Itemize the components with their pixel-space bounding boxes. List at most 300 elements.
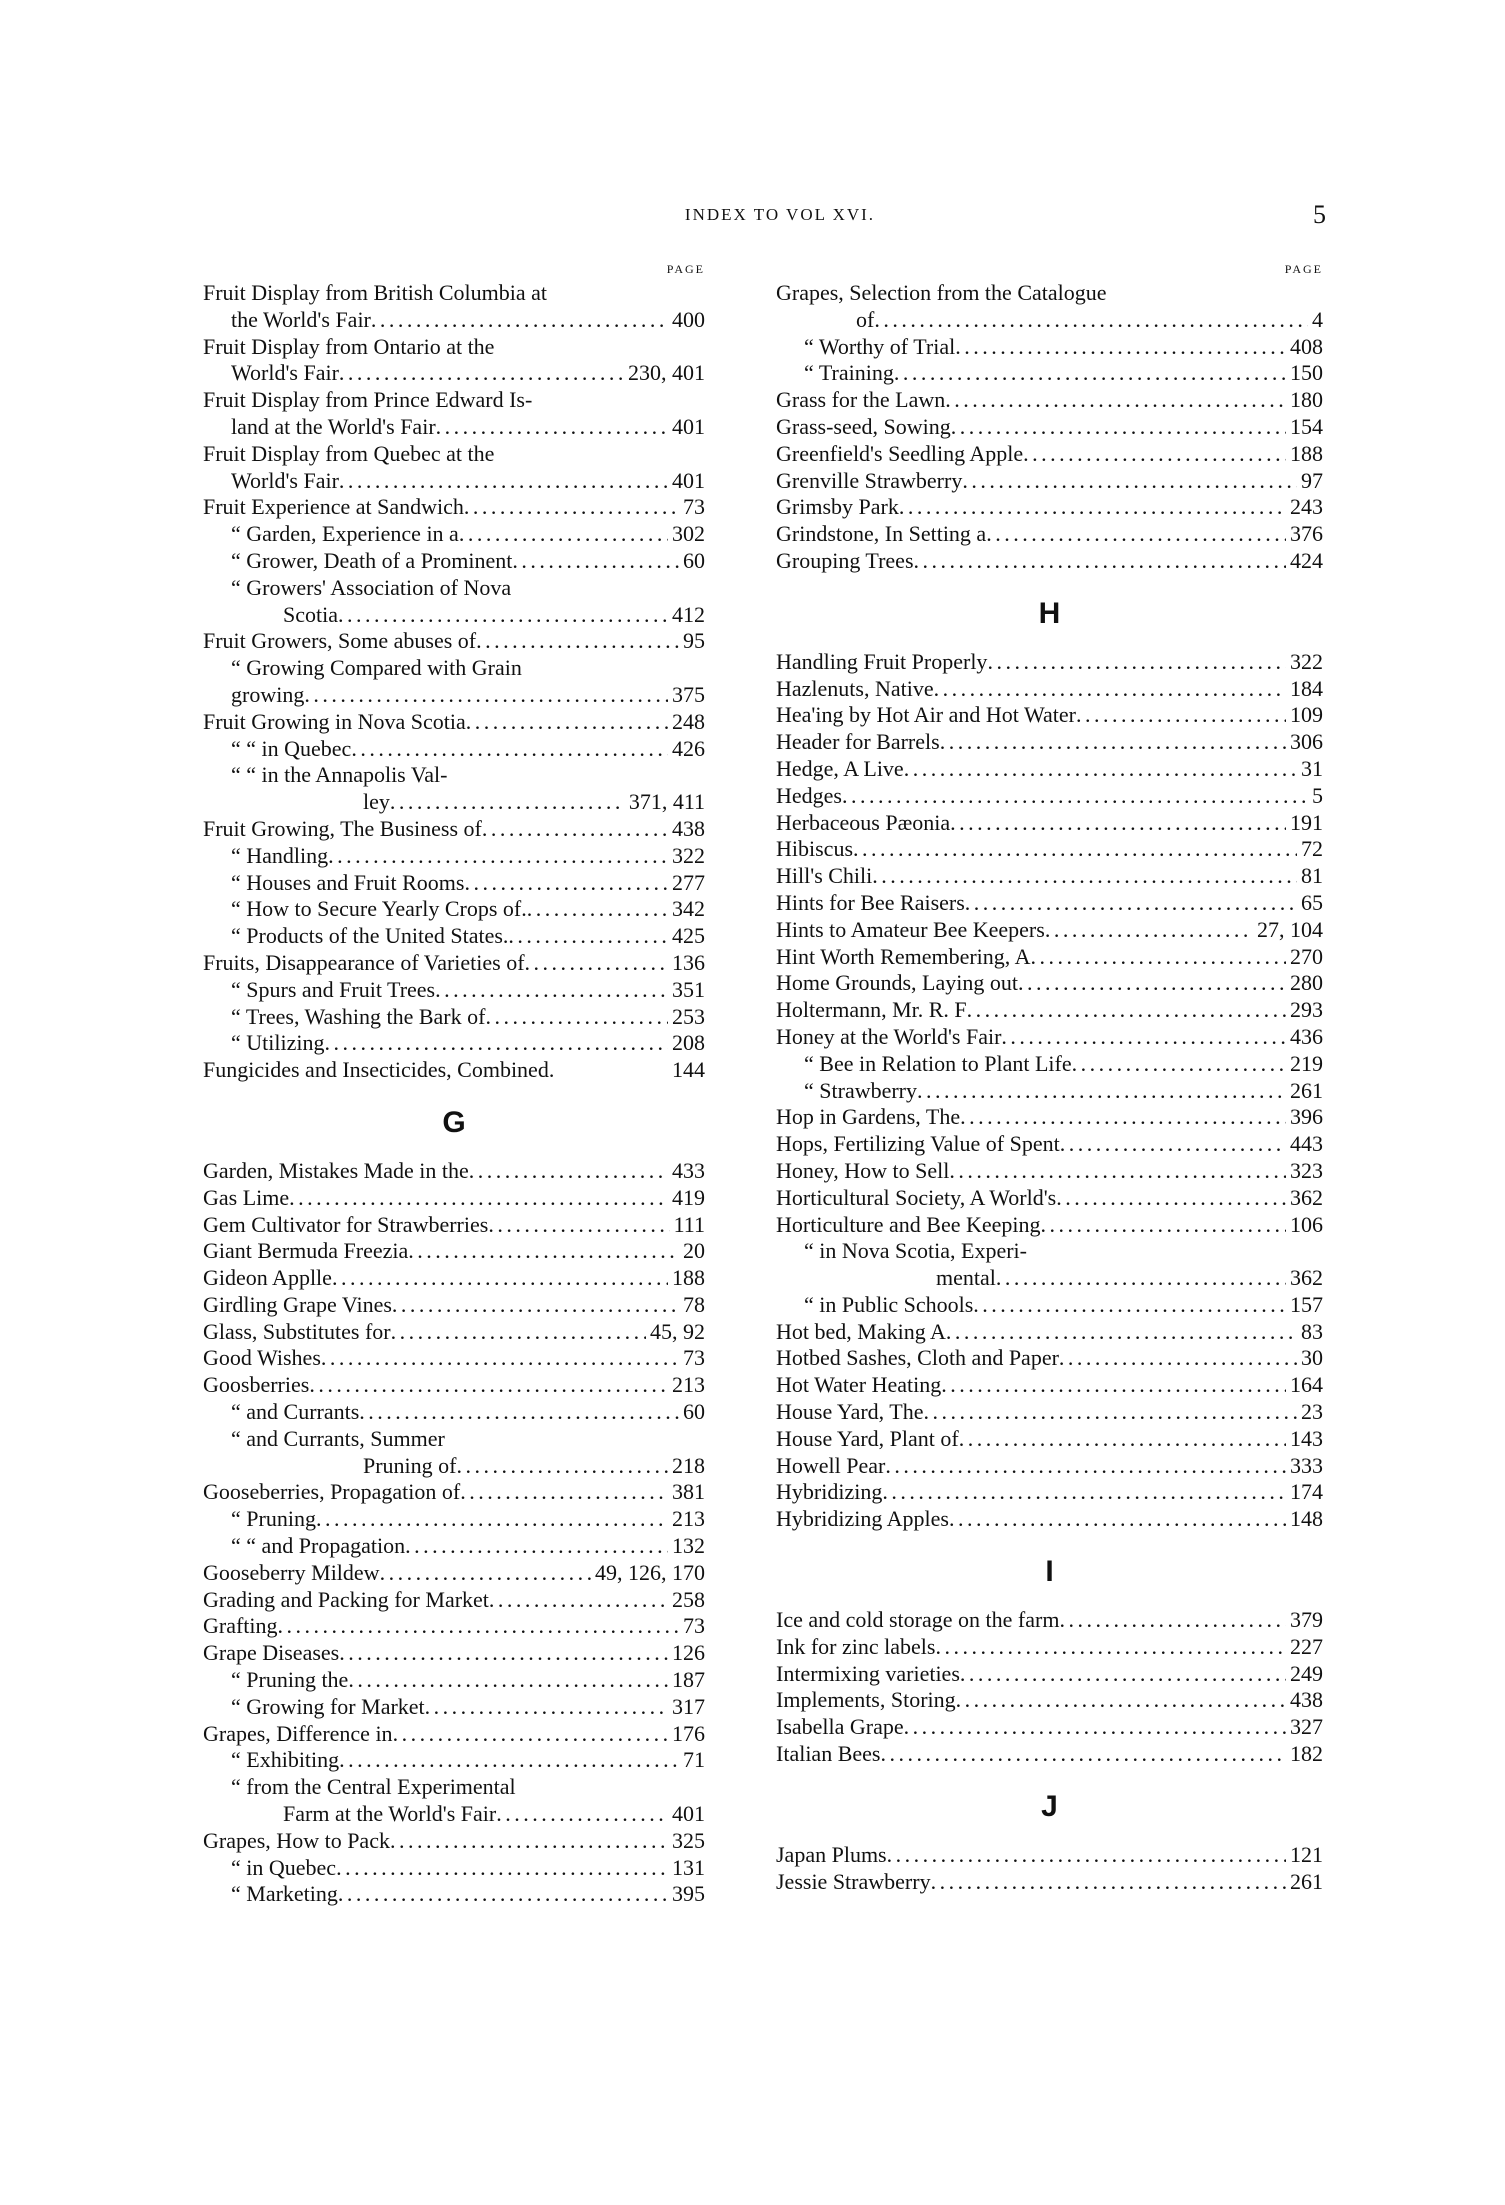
entry-page-number: 376 [1290,521,1323,547]
index-entry [203,1881,705,1908]
dot-leader [950,810,1286,837]
entry-page-number: 395 [672,1881,705,1907]
index-entry [203,1453,705,1480]
entry-text: Fruit Display from Prince Edward Is- [203,387,533,413]
dot-leader [390,789,625,816]
index-entry [776,810,1323,837]
entry-text: land at the World's Fair [231,413,436,439]
index-entry [776,1265,1323,1292]
dot-leader [328,843,668,870]
entry-text: “ in Quebec [231,1854,337,1880]
entry-page-number: 227 [1290,1633,1323,1659]
entry-text: Goosberries [203,1372,310,1398]
dot-leader [336,1855,668,1882]
entry-text: “ in Public Schools [804,1291,974,1317]
index-entry [203,1694,705,1721]
index-entry [203,655,705,682]
dot-leader [914,548,1286,575]
entry-page-number: 401 [672,467,705,493]
entry-text: “ Growers' Association of Nova [231,574,512,600]
index-entry [203,843,705,870]
right-column [776,262,1323,1895]
entry-page-number: 258 [672,1586,705,1612]
entry-text: Giant Bermuda Freezia [203,1238,409,1264]
entry-page-number: 154 [1290,413,1323,439]
entry-text: Ice and cold storage on the farm [776,1607,1060,1633]
dot-leader [842,783,1308,810]
index-entry [203,1372,705,1399]
dot-leader [874,307,1308,334]
entry-text: Hot Water Heating [776,1372,942,1398]
index-entry [203,494,705,521]
entry-page-number: 443 [1290,1131,1323,1157]
section-letter: J [1041,1789,1058,1823]
section-letter: I [1045,1555,1054,1589]
index-entry [203,1587,705,1614]
index-entry [203,1506,705,1533]
entry-page-number: 132 [672,1533,705,1559]
index-entry [776,360,1323,387]
entry-page-number: 131 [672,1854,705,1880]
index-entry [776,280,1323,307]
entry-text: Hedge, A Live [776,755,904,781]
index-entry [776,1104,1323,1131]
entry-text: Herbaceous Pæonia [776,809,951,835]
index-entry [776,521,1323,548]
index-entry [776,1372,1323,1399]
dot-leader [391,1319,646,1346]
dot-leader [967,997,1286,1024]
index-entry [776,1345,1323,1372]
entry-text: Hotbed Sashes, Cloth and Paper [776,1345,1059,1371]
index-entry [203,816,705,843]
dot-leader [949,1506,1286,1533]
index-entry [776,1158,1323,1185]
entry-text: “ Spurs and Fruit Trees [231,976,436,1002]
dot-leader [1045,917,1253,944]
dot-leader [1060,1131,1286,1158]
left-index-entries [203,280,705,1908]
dot-leader [380,1560,591,1587]
dot-leader [464,494,679,521]
entry-page-number: 23 [1301,1399,1323,1425]
entry-page-number: 379 [1290,1607,1323,1633]
entry-text: Header for Barrels [776,729,940,755]
entry-page-number: 425 [672,923,705,949]
entry-text: Gooseberries, Propagation of [203,1479,461,1505]
dot-leader [435,977,668,1004]
entry-page-number: 5 [1312,782,1323,808]
entry-text: Fruit Growing in Nova Scotia [203,708,466,734]
entry-text: House Yard, The [776,1399,924,1425]
entry-page-number: 333 [1290,1452,1323,1478]
entry-text: Fruit Growers, Some abuses of [203,628,477,654]
entry-text: Grading and Packing for Market [203,1586,489,1612]
entry-page-number: 293 [1290,997,1323,1023]
entry-text: “ Garden, Experience in a [231,521,459,547]
index-entry [776,1687,1323,1714]
entry-page-number: 97 [1301,467,1323,493]
entry-text: Horticultural Society, A World's [776,1184,1057,1210]
entry-text: growing [231,681,305,707]
entry-page-number: 73 [683,1613,705,1639]
entry-page-number: 322 [672,842,705,868]
dot-leader [527,896,668,923]
dot-leader [408,1238,679,1265]
entry-page-number: 322 [1290,648,1323,674]
entry-page-number: 188 [1290,440,1323,466]
dot-leader [338,1881,668,1908]
index-entry [776,1453,1323,1480]
entry-text: World's Fair [231,467,339,493]
entry-page-number: 408 [1290,333,1323,359]
entry-page-number: 327 [1290,1714,1323,1740]
page-number: 5 [1313,200,1326,229]
index-entry [776,334,1323,361]
dot-leader [1023,441,1286,468]
entry-text: Hill's Chili [776,863,873,889]
index-entry [203,307,705,334]
entry-page-number: 424 [1290,547,1323,573]
dot-leader [887,1842,1286,1869]
entry-page-number: 4 [1312,306,1323,332]
index-entry [776,1051,1323,1078]
running-header: INDEX TO VOL XVI. [684,205,876,224]
index-entry [776,1842,1323,1869]
entry-page-number: 111 [673,1211,705,1237]
index-entry [776,917,1323,944]
index-entry [776,441,1323,468]
entry-text: Grass for the Lawn [776,387,946,413]
index-entry [776,890,1323,917]
dot-leader [525,950,668,977]
dot-leader [934,676,1286,703]
entry-page-number: 184 [1290,675,1323,701]
entry-text: Ink for zinc labels [776,1633,936,1659]
index-entry [776,783,1323,810]
index-entry [776,970,1323,997]
entry-text: Grindstone, In Setting a [776,521,987,547]
dot-leader [324,1030,668,1057]
index-entry [203,1774,705,1801]
index-entry [776,1292,1323,1319]
index-entry [776,1506,1323,1533]
entry-text: Farm at the World's Fair [283,1801,497,1827]
dot-leader [348,1667,668,1694]
index-entry [203,1292,705,1319]
entry-text: Hot bed, Making A [776,1318,946,1344]
entry-text: Fruit Experience at Sandwich [203,494,464,520]
dot-leader [460,1479,668,1506]
dot-leader [931,1869,1286,1896]
dot-leader [425,1694,668,1721]
dot-leader [508,923,668,950]
entry-text: Jessie Strawberry [776,1868,931,1894]
index-entry [776,1426,1323,1453]
entry-page-number: 362 [1290,1265,1323,1291]
entry-page-number: 261 [1290,1868,1323,1894]
entry-text: “ Strawberry [804,1077,918,1103]
entry-text: Glass, Substitutes for [203,1318,391,1344]
entry-page-number: 317 [672,1693,705,1719]
index-entry [776,548,1323,575]
entry-page-number: 243 [1290,494,1323,520]
index-entry [203,360,705,387]
index-entry [203,602,705,629]
entry-page-number: 83 [1301,1318,1323,1344]
entry-page-number: 150 [1290,360,1323,386]
index-entry [203,1265,705,1292]
entry-text: Grenville Strawberry [776,467,963,493]
dot-leader [986,521,1286,548]
entry-page-number: 176 [672,1720,705,1746]
dot-leader [945,387,1286,414]
dot-leader [338,602,668,629]
entry-page-number: 164 [1290,1372,1323,1398]
entry-page-number: 401 [672,1801,705,1827]
index-entry [203,575,705,602]
entry-page-number: 401 [672,413,705,439]
index-entry [776,1399,1323,1426]
entry-page-number: 426 [672,735,705,761]
index-entry [203,789,705,816]
entry-text: Grapes, Selection from the Catalogue [776,280,1107,305]
dot-leader [512,548,679,575]
entry-page-number: 71 [683,1747,705,1773]
index-entry [203,1185,705,1212]
dot-leader [466,709,668,736]
entry-page-number: 45, 92 [650,1318,705,1344]
dot-leader [488,1212,669,1239]
index-entry [776,863,1323,890]
entry-text: “ Houses and Fruit Rooms [231,869,465,895]
entry-text: Scotia [283,601,338,627]
dot-leader [405,1533,668,1560]
dot-leader [885,1453,1286,1480]
dot-leader [899,494,1286,521]
index-entry [776,1607,1323,1634]
dot-leader [392,1292,679,1319]
dot-leader [941,1372,1286,1399]
dot-leader [955,334,1286,361]
dot-leader [436,414,668,441]
entry-text: Holtermann, Mr. R. F [776,997,967,1023]
dot-leader [1059,1607,1286,1634]
entry-text: Gideon Applle [203,1265,332,1291]
entry-text: “ Growing for Market [231,1693,425,1719]
entry-text: Hop in Gardens, The [776,1104,961,1130]
dot-leader [951,414,1286,441]
dot-leader [459,521,668,548]
dot-leader [321,1345,679,1372]
entry-text: “ “ and Propagation [231,1533,406,1559]
index-entry [776,1869,1323,1896]
dot-leader [457,1453,669,1480]
entry-page-number: 157 [1290,1291,1323,1317]
entry-page-number: 30 [1301,1345,1323,1371]
dot-leader [904,1714,1286,1741]
entry-page-number: 188 [672,1265,705,1291]
index-entry [776,702,1323,729]
page-column-heading: PAGE [1284,262,1323,276]
index-entry [776,1212,1323,1239]
index-entry [203,682,705,709]
dot-leader [476,628,679,655]
entry-text: Isabella Grape [776,1714,904,1740]
entry-text: “ Trees, Washing the Bark of [231,1003,486,1029]
entry-page-number: 375 [672,681,705,707]
index-entry [203,1319,705,1346]
index-entry [203,1640,705,1667]
entry-text: “ in Nova Scotia, Experi- [804,1238,1027,1264]
entry-page-number: 72 [1301,836,1323,862]
dot-leader [332,1265,668,1292]
entry-page-number: 191 [1290,809,1323,835]
index-entry [776,1741,1323,1768]
dot-leader [935,1634,1286,1661]
dot-leader [393,1721,668,1748]
entry-text: the World's Fair [231,306,371,332]
entry-text: Grape Diseases [203,1640,340,1666]
entry-text: Grapes, How to Pack [203,1827,390,1853]
index-entry [203,1004,705,1031]
entry-text: Fungicides and Insecticides, Combined. [203,1057,555,1083]
index-entry [203,1345,705,1372]
entry-text: Hybridizing Apples [776,1506,949,1532]
dot-leader [917,1078,1286,1105]
index-entry [203,1030,705,1057]
dot-leader [1056,1185,1286,1212]
entry-text: Hea'ing by Hot Air and Hot Water [776,702,1076,728]
entry-page-number: 121 [1290,1841,1323,1867]
entry-page-number: 60 [683,547,705,573]
entry-page-number: 362 [1290,1184,1323,1210]
entry-text: Gooseberry Mildew [203,1559,380,1585]
index-entry [776,676,1323,703]
entry-page-number: 73 [683,1345,705,1371]
entry-page-number: 143 [1290,1425,1323,1451]
index-entry [776,494,1323,521]
dot-leader [960,1661,1286,1688]
dot-leader [464,870,668,897]
entry-text: “ Marketing [231,1881,338,1907]
dot-leader [1076,702,1286,729]
index-entry [203,521,705,548]
dot-leader [960,1104,1286,1131]
entry-page-number: 49, 126, 170 [595,1559,705,1585]
entry-text: Japan Plums [776,1841,887,1867]
index-entry [203,1747,705,1774]
dot-leader [339,468,668,495]
right-index-entries [776,280,1323,1895]
index-entry [203,1426,705,1453]
dot-leader [489,1587,668,1614]
index-entry [203,1801,705,1828]
entry-text: Hazlenuts, Native [776,675,934,701]
dot-leader [278,1613,679,1640]
index-entry [776,944,1323,971]
index-entry [203,387,705,414]
entry-page-number: 182 [1290,1741,1323,1767]
entry-page-number: 412 [672,601,705,627]
entry-page-number: 144 [672,1057,705,1083]
entry-text: Honey at the World's Fair [776,1023,1002,1049]
dot-leader [965,890,1297,917]
entry-text: of [856,306,875,332]
dot-leader [996,1265,1286,1292]
entry-text: Home Grounds, Laying out [776,970,1018,996]
entry-text: “ Pruning [231,1506,316,1532]
entry-text: “ Bee in Relation to Plant Life [804,1050,1072,1076]
entry-page-number: 180 [1290,387,1323,413]
entry-page-number: 27, 104 [1257,916,1323,942]
entry-text: “ Exhibiting [231,1747,340,1773]
entry-text: “ and Currants [231,1399,360,1425]
dot-leader [923,1399,1297,1426]
entry-page-number: 351 [672,976,705,1002]
dot-leader [309,1372,668,1399]
dot-leader [1001,1024,1286,1051]
dot-leader [1030,944,1286,971]
index-entry [203,468,705,495]
entry-page-number: 65 [1301,889,1323,915]
entry-page-number: 249 [1290,1660,1323,1686]
dot-leader [959,1426,1286,1453]
index-entry [203,1855,705,1882]
index-entry [776,414,1323,441]
dot-leader [949,1158,1286,1185]
entry-text: Grimsby Park [776,494,899,520]
entry-text: “ “ in Quebec [231,735,352,761]
dot-leader [469,1158,668,1185]
index-entry [203,1238,705,1265]
entry-page-number: 371, 411 [628,789,705,815]
entry-text: Gas Lime [203,1184,290,1210]
dot-leader [371,307,668,334]
entry-text: Implements, Storing [776,1687,956,1713]
entry-page-number: 400 [672,306,705,332]
entry-text: World's Fair [231,360,339,386]
index-entry [203,1828,705,1855]
entry-text: Garden, Mistakes Made in the [203,1157,469,1183]
dot-leader [973,1292,1286,1319]
entry-page-number: 306 [1290,729,1323,755]
entry-page-number: 106 [1290,1211,1323,1237]
dot-leader [946,1319,1297,1346]
dot-leader [853,836,1297,863]
dot-leader [482,816,668,843]
index-entry [203,1212,705,1239]
entry-page-number: 323 [1290,1157,1323,1183]
entry-page-number: 438 [1290,1687,1323,1713]
entry-page-number: 436 [1290,1023,1323,1049]
index-entry [776,1714,1323,1741]
entry-page-number: 20 [683,1238,705,1264]
index-entry [776,997,1323,1024]
index-entry [776,387,1323,414]
dot-leader [339,1747,679,1774]
index-entry [776,649,1323,676]
index-entry [203,280,705,307]
index-entry [203,1613,705,1640]
entry-text: Hints for Bee Raisers [776,889,965,915]
entry-text: “ and Currants, Summer [231,1425,445,1451]
entry-text: Horticulture and Bee Keeping [776,1211,1041,1237]
entry-text: Handling Fruit Properly [776,648,988,674]
index-entry [203,1560,705,1587]
entry-page-number: 277 [672,869,705,895]
entry-text: mental [936,1265,996,1291]
